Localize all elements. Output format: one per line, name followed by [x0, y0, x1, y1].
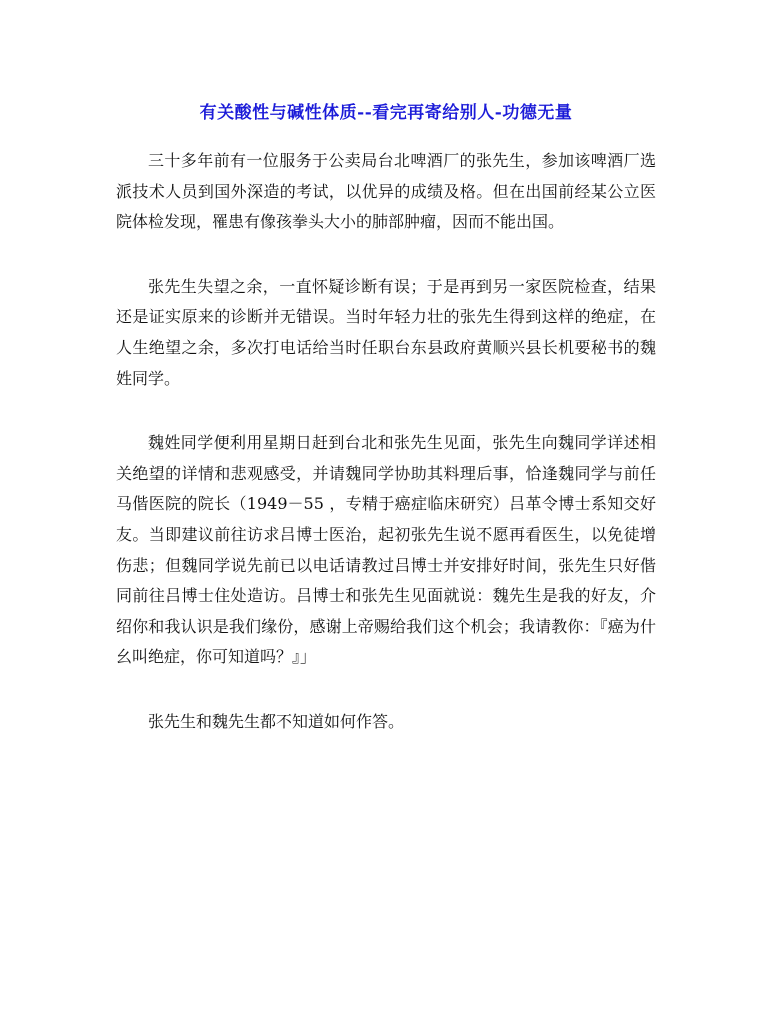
paragraph-1: 三十多年前有一位服务于公卖局台北啤酒厂的张先生，参加该啤酒厂选派技术人员到国外深造的考试，以优异的成绩及格。但在出国前经某公立医院体检发现，罹患有像孩拳头大小的肺部肿瘤，因而不能出国。 [116, 151, 656, 232]
paragraph-2: 张先生失望之余，一直怀疑诊断有误；于是再到另一家医院检查，结果还是证实原来的诊断并无错误。当时年轻力壮的张先生得到这样的绝症，在人生绝望之余，多次打电话给当时任职台东县政府黄顺兴县长机要秘书的魏姓同学。 [116, 276, 656, 388]
paragraph-4: 张先生和魏先生都不知道如何作答。 [148, 711, 405, 731]
document-title: 有关酸性与碱性体质--看完再寄给别人-功德无量 [199, 103, 573, 123]
paragraph-3: 魏姓同学便利用星期日赶到台北和张先生见面，张先生向魏同学详述相关绝望的详情和悲观感受，并请魏同学协助其料理后事，恰逢魏同学与前任马偕医院的院长（1949－55 ，专精于癌症临床研究）吕革令博士系知交好友。当即建议前往访求吕博士医治，起初张先生说不愿再看医生，以免徒增伤悲；但魏同学说先前已以电话请教过吕博士并安排好时间，张先生只好偕同前往吕博士住处造访。吕博士和张先生见面就说：魏先生是我的好友，介绍你和我认识是我们缘份，感谢上帝赐给我们这个机会；我请教你：『癌为什幺叫绝症，你可知道吗？』」 [116, 433, 656, 667]
document-page [116, 100, 656, 772]
